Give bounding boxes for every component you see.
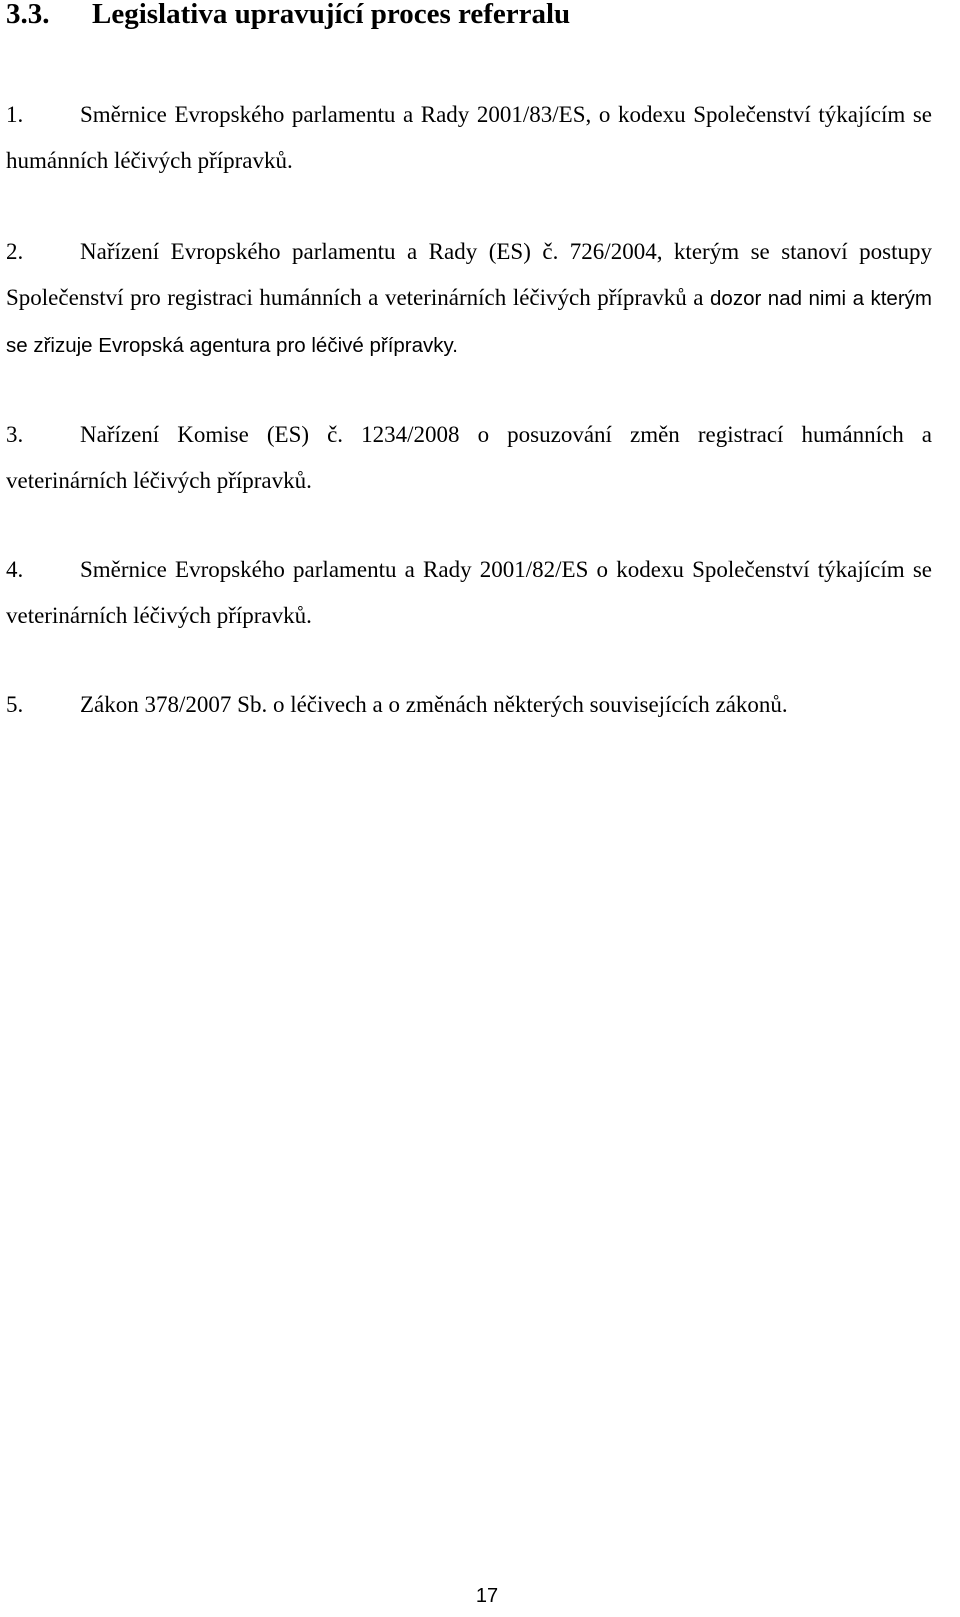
reference-item-2 bbox=[6, 229, 932, 369]
reference-item-3 bbox=[6, 412, 932, 504]
reference-item-1 bbox=[6, 92, 932, 184]
reference-number: 4. bbox=[6, 557, 24, 582]
reference-item-5 bbox=[6, 682, 932, 728]
reference-text-continuation: dozor nad nimi a kterým se zřizuje Evropská agentura pro léčivé přípravky. bbox=[6, 287, 932, 357]
reference-text: Nařízení Komise (ES) č. 1234/2008 o posuzování změn registrací humánních a veterinárních léčivých přípravků. bbox=[6, 422, 932, 493]
reference-text: Směrnice Evropského parlamentu a Rady 2001/82/ES o kodexu Společenství týkajícím se veterinárních léčivých přípravků. bbox=[6, 557, 932, 628]
section-heading bbox=[6, 0, 570, 34]
reference-text: Zákon 378/2007 Sb. o léčivech a o změnách některých souvisejících zákonů. bbox=[80, 692, 788, 717]
reference-item-4 bbox=[6, 547, 932, 639]
reference-number: 2. bbox=[6, 239, 24, 264]
section-title: Legislativa upravující proces referralu bbox=[92, 0, 571, 30]
reference-number: 5. bbox=[6, 692, 24, 717]
reference-text: Nařízení Evropského parlamentu a Rady (ES) č. 726/2004, kterým se stanoví postupy Společenství pro registraci humánních a veterinárních léčivých přípravků a bbox=[6, 239, 932, 310]
reference-number: 1. bbox=[6, 102, 24, 127]
reference-number: 3. bbox=[6, 422, 24, 447]
section-number: 3.3. bbox=[6, 0, 50, 30]
reference-text: Směrnice Evropského parlamentu a Rady 2001/83/ES, o kodexu Společenství týkajícím se humánních léčivých přípravků. bbox=[6, 102, 932, 173]
page-number: 17 bbox=[475, 1585, 499, 1607]
